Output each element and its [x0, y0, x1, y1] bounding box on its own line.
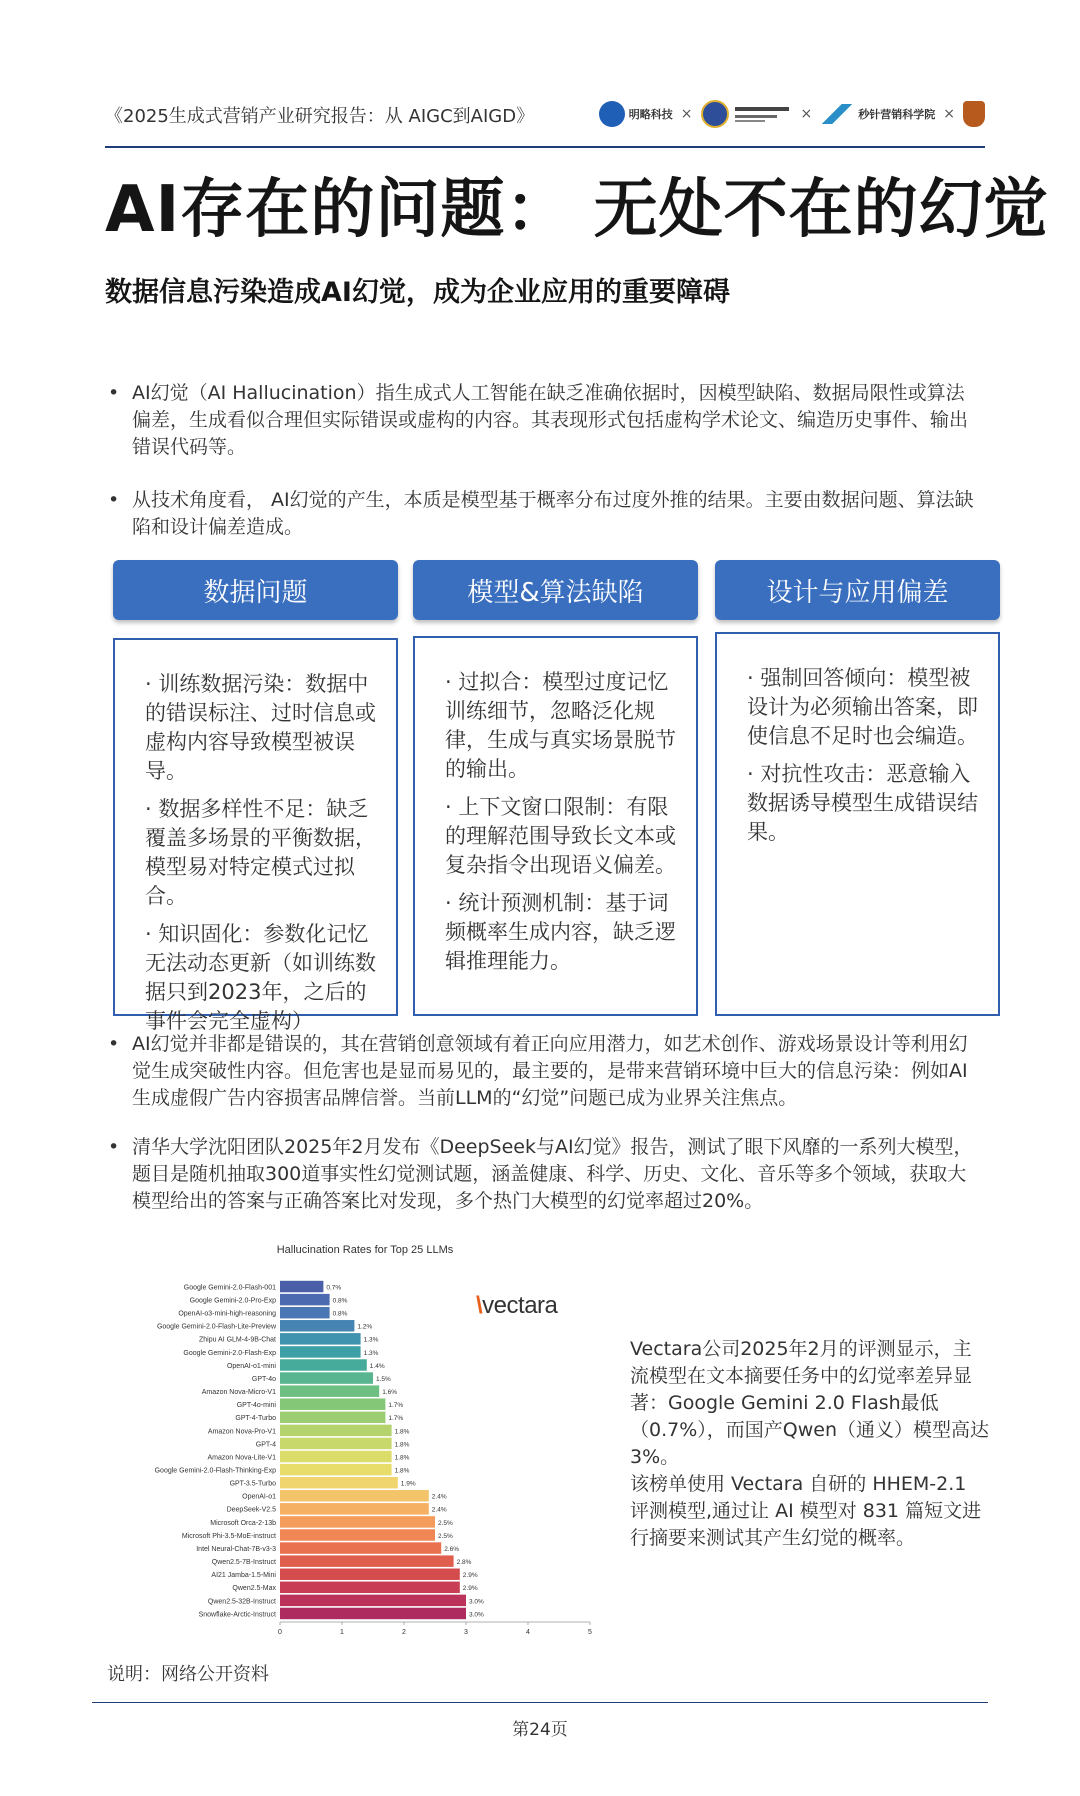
bullet-text: 从技术角度看， AI幻觉的产生，本质是模型基于概率分布过度外推的结果。主要由数据问题、算法缺陷和设计偏差造成。	[132, 489, 974, 538]
bar	[280, 1503, 429, 1514]
bullet-text: 清华大学沈阳团队2025年2月发布《DeepSeek与AI幻觉》报告，测试了眼下风靡的一系列大模型，题目是随机抽取300道事实性幻觉测试题，涵盖健康、科学、历史、文化、音乐等多个领域，获取大模型给出的答案与正确答案比对发现，多个热门大模型的幻觉率超过20%。	[132, 1136, 973, 1212]
value-label: 1.3%	[363, 1349, 379, 1357]
bullet-dot-icon: •	[108, 489, 120, 511]
x-tick-label: 4	[526, 1629, 530, 1636]
x-tick-label: 0	[278, 1629, 282, 1636]
category-label: Google Gemini-2.0-Flash-Lite-Preview	[156, 1323, 276, 1331]
category-label: Google Gemini-2.0-Flash-Exp	[183, 1349, 276, 1357]
column-box-design-application	[715, 632, 1000, 1016]
column-heading-data-issues: 数据问题	[113, 560, 398, 620]
page-number: 第24页	[512, 1720, 568, 1740]
category-label: GPT-4o-mini	[236, 1402, 276, 1410]
bullet-paragraph	[108, 380, 978, 461]
column-item: · 知识固化：参数化记忆无法动态更新（如训练数据只到2023年，之后的事件会完全虚构）	[145, 922, 376, 1033]
x-tick-label: 3	[464, 1629, 468, 1636]
vectara-wordmark: vectara	[482, 1292, 558, 1319]
fudan-university-seal-icon	[701, 100, 729, 128]
value-label: 2.5%	[438, 1532, 453, 1540]
separator: ×	[800, 106, 813, 122]
category-label: Microsoft Orca-2-13b	[210, 1519, 276, 1527]
ai-marketing-logo	[963, 101, 985, 127]
category-label: GPT-3.5-Turbo	[229, 1480, 276, 1488]
value-label: 1.8%	[394, 1428, 410, 1436]
bar	[280, 1542, 441, 1553]
category-label: OpenAI-o3-mini-high-reasoning	[178, 1310, 276, 1318]
bar	[280, 1281, 323, 1292]
column-item: · 对抗性攻击：恶意输入数据诱导模型生成错误结果。	[747, 762, 978, 844]
bar	[280, 1608, 466, 1619]
value-label: 1.6%	[382, 1389, 398, 1397]
bullet-dot-icon: •	[108, 1033, 120, 1055]
bar	[280, 1490, 429, 1501]
header-divider	[105, 146, 985, 148]
category-label: GPT-4o	[251, 1375, 276, 1383]
column-item: · 统计预测机制：基于词频概率生成内容，缺乏逻辑推理能力。	[445, 891, 676, 973]
bar	[280, 1412, 385, 1423]
footer-divider	[92, 1702, 988, 1703]
report-header	[105, 96, 985, 136]
vectara-note-line: Vectara公司2025年2月的评测显示，主流模型在文本摘要任务中的幻觉率差异显著：Google Gemini 2.0 Flash最低（0.7%），而国产Qwen（通义）模型高达3%。	[630, 1338, 989, 1468]
value-label: 3.0%	[469, 1598, 484, 1606]
separator: ×	[943, 106, 955, 122]
value-label: 2.9%	[462, 1585, 478, 1593]
value-label: 1.8%	[394, 1441, 410, 1449]
bar	[280, 1568, 460, 1579]
category-label: Amazon Nova-Pro-V1	[207, 1428, 276, 1436]
bar	[280, 1398, 385, 1409]
value-label: 1.4%	[369, 1362, 385, 1370]
bar	[280, 1320, 354, 1331]
column-item: · 训练数据污染：数据中的错误标注、过时信息或虚构内容导致模型被误导。	[145, 672, 376, 783]
miaozhen-logo	[820, 104, 935, 124]
category-label: Intel Neural-Chat-7B-v3-3	[196, 1545, 276, 1553]
value-label: 1.7%	[388, 1415, 404, 1423]
x-tick-label: 5	[588, 1629, 592, 1636]
partner-logos	[599, 96, 985, 132]
category-label: GPT-4-Turbo	[235, 1415, 276, 1423]
bullet-dot-icon: •	[108, 382, 120, 404]
category-label: Qwen2.5-32B-Instruct	[207, 1598, 276, 1606]
value-label: 2.9%	[462, 1572, 478, 1580]
column-heading-design-application: 设计与应用偏差	[715, 560, 1000, 620]
column-box-data-issues	[113, 638, 398, 1033]
column-item: · 上下文窗口限制：有限的理解范围导致长文本或复杂指令出现语义偏差。	[445, 795, 676, 877]
chart-title: Hallucination Rates for Top 25 LLMs	[276, 1244, 454, 1256]
fudan-wordmark-icon	[733, 103, 793, 125]
report-title: 《2025生成式营销产业研究报告：从 AIGC到AIGD》	[105, 106, 535, 127]
category-label: AI21 Jamba-1.5-Mini	[211, 1572, 276, 1580]
bar	[280, 1516, 435, 1527]
vectara-note-line: 该榜单使用 Vectara 自研的 HHEM-2.1 评测模型,通过让 AI 模型对 831 篇短文进行摘要来测试其产生幻觉的概率。	[630, 1473, 982, 1549]
value-label: 1.5%	[376, 1375, 391, 1383]
vectara-v-icon: \	[476, 1292, 483, 1319]
category-label: Snowflake-Arctic-Instruct	[198, 1611, 276, 1619]
bar	[280, 1359, 367, 1370]
bar	[280, 1529, 435, 1540]
value-label: 0.8%	[332, 1310, 348, 1318]
bar	[280, 1438, 392, 1449]
category-label: Qwen2.5-Max	[232, 1585, 276, 1593]
bar	[280, 1346, 361, 1357]
value-label: 1.8%	[394, 1467, 410, 1475]
value-label: 1.2%	[357, 1323, 373, 1331]
vectara-logo	[476, 1292, 557, 1320]
bar	[280, 1595, 466, 1606]
bar	[280, 1333, 361, 1344]
mingle-logo-name: 明略科技	[628, 108, 673, 121]
bar	[280, 1451, 392, 1462]
page-subtitle: 数据信息污染造成AI幻觉，成为企业应用的重要障碍	[105, 277, 730, 308]
category-label: Microsoft Phi-3.5-MoE-instruct	[181, 1532, 276, 1540]
bar	[280, 1464, 392, 1475]
bullet-text: AI幻觉（AI Hallucination）指生成式人工智能在缺乏准确依据时，因模型缺陷、数据局限性或算法偏差，生成看似合理但实际错误或虚构的内容。其表现形式包括虚构学术论文、编造历史事件、输出错误代码等。	[132, 382, 969, 458]
fudan-logo	[701, 100, 793, 128]
column-heading-model-algorithm: 模型&算法缺陷	[413, 560, 698, 620]
bar	[280, 1307, 330, 1318]
value-label: 0.7%	[326, 1284, 342, 1292]
category-label: Google Gemini-2.0-Flash-001	[183, 1284, 276, 1292]
category-label: Amazon Nova-Lite-V1	[207, 1454, 276, 1462]
bullet-paragraph	[108, 1031, 978, 1112]
value-label: 3.0%	[469, 1611, 484, 1619]
bar	[280, 1425, 392, 1436]
bar	[280, 1582, 460, 1593]
mingle-logo	[599, 101, 673, 127]
value-label: 1.3%	[363, 1336, 379, 1344]
separator: ×	[680, 106, 693, 122]
bar	[280, 1555, 454, 1566]
value-label: 2.6%	[444, 1545, 460, 1553]
category-label: Google Gemini-2.0-Pro-Exp	[189, 1297, 276, 1305]
x-tick-label: 2	[402, 1629, 406, 1636]
value-label: 1.8%	[394, 1454, 410, 1462]
ai-marketing-logo-icon	[963, 101, 985, 127]
bullet-paragraph	[108, 1134, 978, 1215]
bullet-text: AI幻觉并非都是错误的，其在营销创意领域有着正向应用潜力，如艺术创作、游戏场景设计等利用幻觉生成突破性内容。但危害也是显而易见的，最主要的，是带来营销环境中巨大的信息污染：例如AI生成虚假广告内容损害品牌信誉。当前LLM的“幻觉”问题已成为业界关注焦点。	[132, 1033, 968, 1109]
value-label: 2.8%	[456, 1559, 472, 1567]
value-label: 1.9%	[400, 1480, 416, 1488]
value-label: 2.4%	[431, 1506, 447, 1514]
value-label: 2.4%	[431, 1493, 447, 1501]
category-label: Amazon Nova-Micro-V1	[201, 1389, 276, 1397]
category-label: Zhipu AI GLM-4-9B-Chat	[198, 1336, 276, 1344]
bullet-paragraph	[108, 487, 978, 541]
miaozhen-logo-name: 秒针营销科学院	[858, 108, 936, 121]
column-box-model-algorithm	[413, 636, 698, 1016]
source-note: 说明：网络公开资料	[107, 1664, 269, 1685]
category-label: OpenAI-o1-mini	[226, 1362, 276, 1370]
value-label: 1.7%	[388, 1402, 404, 1410]
bar	[280, 1372, 373, 1383]
bar	[280, 1385, 379, 1396]
page-title: AI存在的问题： 无处不在的幻觉	[105, 173, 1049, 247]
bar	[280, 1477, 398, 1488]
column-item: · 强制回答倾向：模型被设计为必须输出答案，即使信息不足时也会编造。	[747, 666, 978, 748]
column-item: · 数据多样性不足：缺乏覆盖多场景的平衡数据，模型易对特定模式过拟合。	[145, 797, 376, 908]
bullet-dot-icon: •	[108, 1136, 120, 1158]
vectara-note	[630, 1336, 990, 1552]
bar	[280, 1294, 330, 1305]
category-label: OpenAI-o1	[242, 1493, 276, 1501]
category-label: Qwen2.5-7B-Instruct	[211, 1559, 276, 1567]
category-label: GPT-4	[255, 1441, 276, 1449]
value-label: 2.5%	[438, 1519, 453, 1527]
category-label: Google Gemini-2.0-Flash-Thinking-Exp	[154, 1467, 276, 1475]
mingle-logo-icon	[599, 101, 625, 127]
value-label: 0.8%	[332, 1297, 348, 1305]
column-item: · 过拟合：模型过度记忆训练细节，忽略泛化规律，生成与真实场景脱节的输出。	[445, 670, 676, 781]
miaozhen-logo-icon	[820, 104, 854, 124]
category-label: DeepSeek-V2.5	[226, 1506, 276, 1514]
x-tick-label: 1	[340, 1629, 344, 1636]
